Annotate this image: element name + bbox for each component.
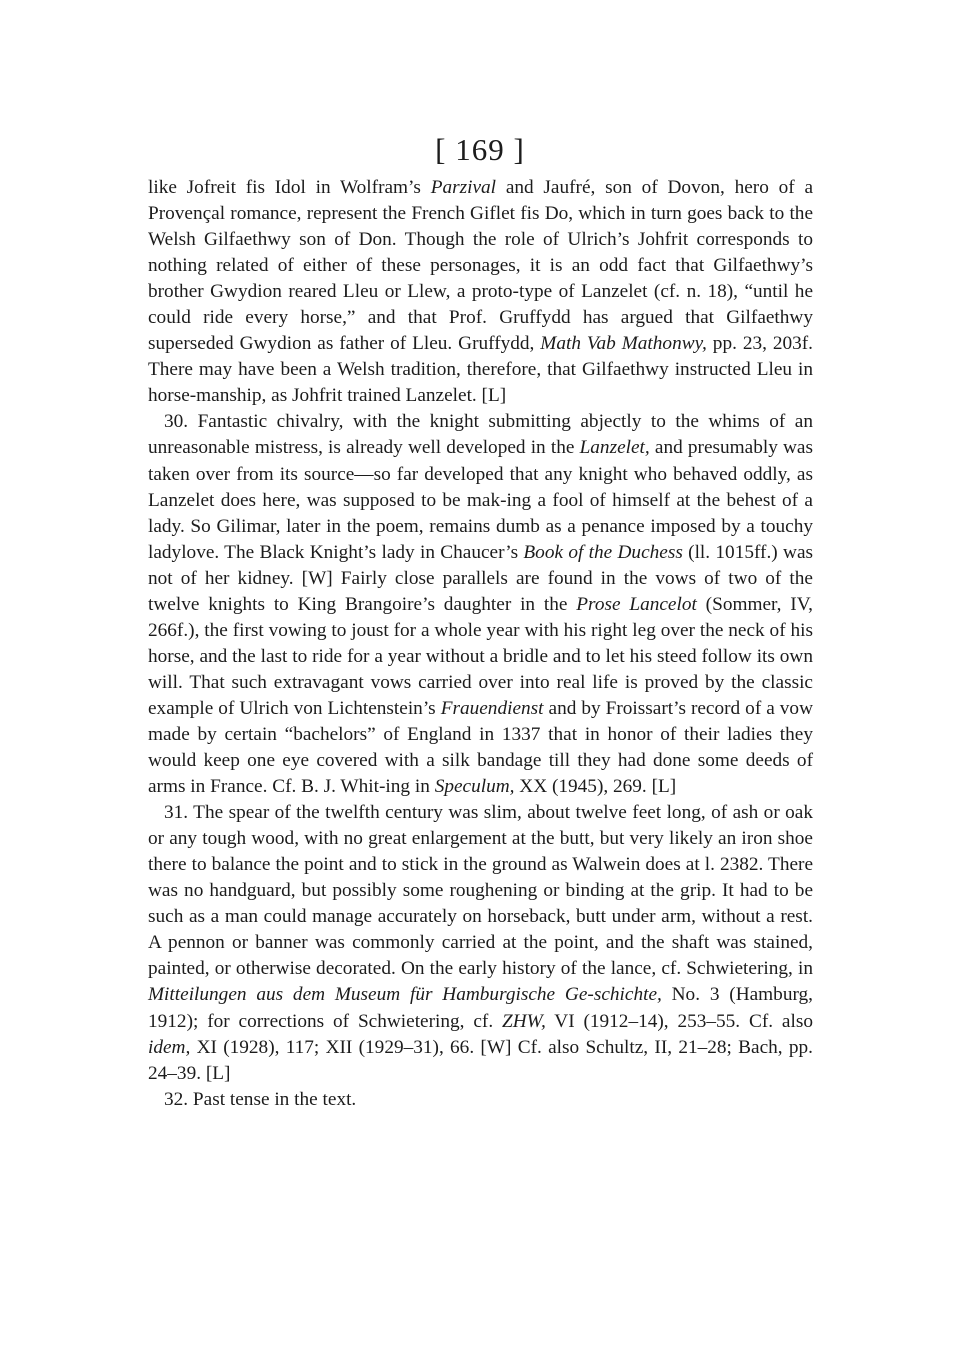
note-30 [148, 409, 813, 800]
note-text-run: (Sommer, IV, 266f.), the first vowing to joust for a whole year with his right leg over the neck of his horse, and the last to ride for a year without a bridle and to let his steed follow its own will. That such extravagant vows carried over into real life is proved by the classic example of Ulrich von Lichtenstein’s [148, 593, 813, 719]
note-text-run: No. 3 (Hamburg, 1912); for corrections of Schwietering, cf. [148, 984, 813, 1032]
note-29-continuation [148, 175, 813, 409]
italic-title: idem, [148, 1036, 191, 1058]
note-number: 31. [164, 802, 189, 824]
italic-title: Lanzelet, [579, 437, 650, 459]
note-31 [148, 800, 813, 1087]
italic-title: ZHW, [502, 1010, 546, 1032]
italic-title: Speculum, [434, 776, 515, 798]
italic-title: Parzival [430, 177, 497, 198]
note-text-run: The spear of the twelfth century was slim, about twelve feet long, of ash or oak or any tough wood, with no great enlargement at the butt, but very likely an iron shoe there to balance the point and to stick in the ground as Walwein does at l. 2382. There was no handguard, but possibly some roughening or binding at the grip. It had to be such as a man could manage accurately on horseback, butt under arm, without a rest. A pennon or banner was commonly carried at the point, and the shaft was stained, painted, or otherwise decorated. On the early history of the lance, cf. Schwietering, in [148, 802, 813, 980]
note-text-run: pp. 23, 203f. There may have been a Welsh tradition, therefore, that Gilfaethwy instructed Lleu in horse-manship, as Johfrit trained Lanzelet. [L] [148, 333, 813, 407]
note-text-run: XI (1928), 117; XII (1929–31), 66. [W] Cf. also Schultz, II, 21–28; Bach, pp. 24–39. [L] [148, 1036, 813, 1084]
note-text-run: (ll. 1015ff.) was not of her kidney. [W] Fairly close parallels are found in the vows of two of the twelve knights to King Brangoire’s daughter in the [148, 541, 814, 615]
note-text-run: like Jofreit fis Idol in Wolfram’s [148, 177, 431, 198]
note-text-run: VI (1912–14), 253–55. Cf. also [545, 1010, 813, 1032]
italic-title: Frauendienst [440, 697, 544, 719]
page-number: [ 169 ] [435, 132, 525, 167]
note-text-run: and by Froissart’s record of a vow made by certain “bachelors” of England in 1337 that in honor of their ladies they would keep one eye covered with a silk bandage till they had done some deeds of arms in France. Cf. B. J. Whit-ing in [148, 697, 813, 798]
italic-title: Math Vab Mathonwy, [540, 333, 707, 355]
note-text-run: Fantastic chivalry, with the knight submitting abjectly to the whims of an unreasonable mistress, is already well developed in the [148, 411, 813, 459]
italic-title: Mitteilungen aus dem Museum für Hamburgische Ge-schichte, [148, 984, 662, 1006]
note-text-run: Past tense in the text. [188, 1088, 357, 1110]
note-text-run: and presumably was taken over from its source—so far developed that any knight who behaved oddly, as Lanzelet does here, was supposed to be mak-ing a fool of himself at the behest of a lady. So Gilimar, later in the poem, remains dumb as a penance imposed by a touchy ladylove. The Black Knight’s lady in Chaucer’s [148, 437, 813, 563]
notes-section [148, 175, 813, 1113]
italic-title: Book of the Duchess [523, 541, 683, 563]
note-text-run: and Jaufré, son of Dovon, hero of a Provençal romance, represent the French Giflet fis Do, which in turn goes back to the Welsh Gilfaethwy son of Don. Though the role of Ulrich’s Johfrit corresponds to nothing related of either of these personages, it is an odd fact that Gilfaethwy’s brother Gwydion reared Lleu or Llew, a proto-type of Lanzelet (cf. n. 18), “until he could ride every horse,” and that Prof. Gruffydd has argued that Gilfaethwy superseded Gwydion as father of Lleu. Gruffydd, [148, 177, 814, 355]
note-number: 32. [164, 1088, 189, 1110]
note-text-run: XX (1945), 269. [L] [514, 776, 677, 798]
italic-title: Prose Lancelot [576, 593, 697, 615]
note-32 [148, 1087, 813, 1113]
note-number: 30. [164, 411, 189, 433]
